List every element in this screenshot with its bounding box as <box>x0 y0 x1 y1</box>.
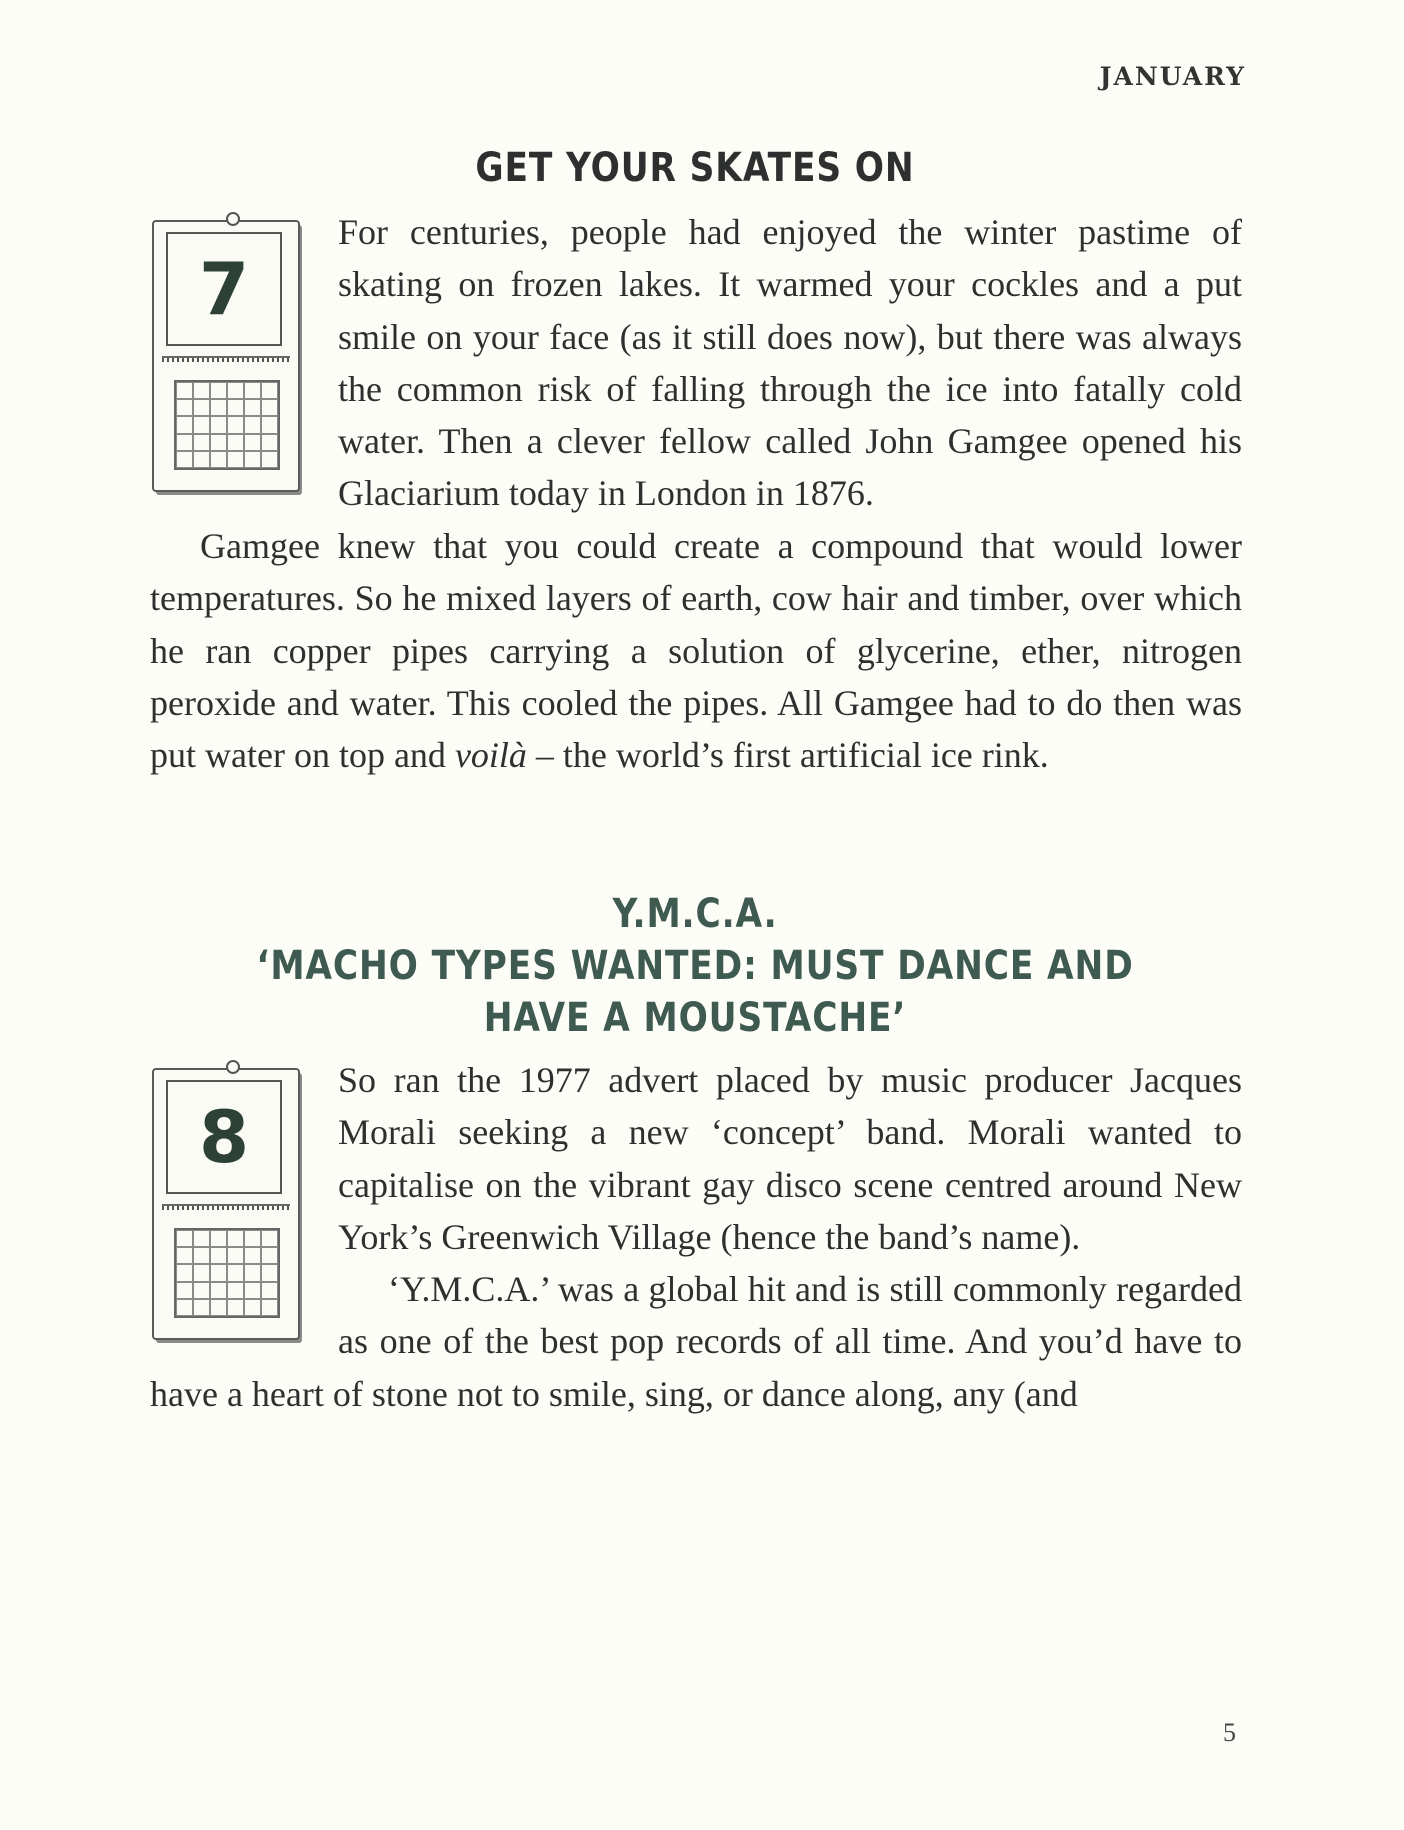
article-1-paragraph-2-end: – the world’s first artificial ice rink. <box>526 735 1049 776</box>
article-1-paragraph-2-start: Gamgee knew that you could create a compound that would lower temperatures. So he mixed layers of earth, cow hair and timber, over which he ran copper pipes carrying a solution of glycerine, ether, nitrogen peroxide and water. This cooled the pipes. All Gamgee had to do then was put water on top and <box>150 526 1242 776</box>
calendar-card <box>152 1068 300 1340</box>
calendar-card <box>152 220 300 492</box>
calendar-day-number: 8 <box>166 1080 282 1194</box>
calendar-grid <box>174 1228 280 1318</box>
calendar-grid <box>174 380 280 470</box>
article-2-paragraph-2: ‘Y.M.C.A.’ was a global hit and is still commonly regarded as one of the best pop records of all time. And you’d have to have a heart of stone not to smile, sing, or dance along, any (and <box>150 1269 1242 1414</box>
article-1-paragraph-1: For centuries, people had enjoyed the winter pastime of skating on frozen lakes. It warmed your cockles and a put smile on your face (as it still does now), but there was always the common risk of falling through the ice into fatally cold water. Then a clever fellow called John Gamgee opened his Glaciarium today in London in 1876. <box>338 212 1242 514</box>
article-2-title <box>226 888 1163 1044</box>
article-2-body <box>150 1054 1242 1420</box>
article-2-title-line-2: ‘MACHO TYPES WANTED: MUST DANCE AND <box>256 943 1134 989</box>
article-1-body <box>150 206 1242 520</box>
article-1-paragraph-2-italic: voilà <box>454 735 527 776</box>
page-number: 5 <box>1223 1718 1236 1747</box>
article-1-title-text: GET YOUR SKATES ON <box>475 145 915 191</box>
calendar-day-7-icon <box>150 206 338 518</box>
calendar-hook-icon <box>226 212 240 226</box>
calendar-day-number: 7 <box>166 232 282 346</box>
article-1-title <box>226 142 1163 194</box>
calendar-spiral <box>162 356 290 362</box>
article-2-paragraph-1: So ran the 1977 advert placed by music producer Jacques Morali seeking a new ‘concept’ band. Morali wanted to capitalise on the vibrant gay disco scene centred around New York’s Greenwich Village (hence the band’s name). <box>338 1060 1242 1257</box>
calendar-hook-icon <box>226 1060 240 1074</box>
article-2-title-line-3: HAVE A MOUSTACHE’ <box>483 995 907 1041</box>
calendar-spiral <box>162 1204 290 1210</box>
calendar-day-8-icon <box>150 1054 338 1366</box>
article-1-paragraph-2 <box>150 520 1242 781</box>
article-2-title-line-1: Y.M.C.A. <box>612 891 778 937</box>
running-title: JANUARY <box>1099 62 1246 91</box>
